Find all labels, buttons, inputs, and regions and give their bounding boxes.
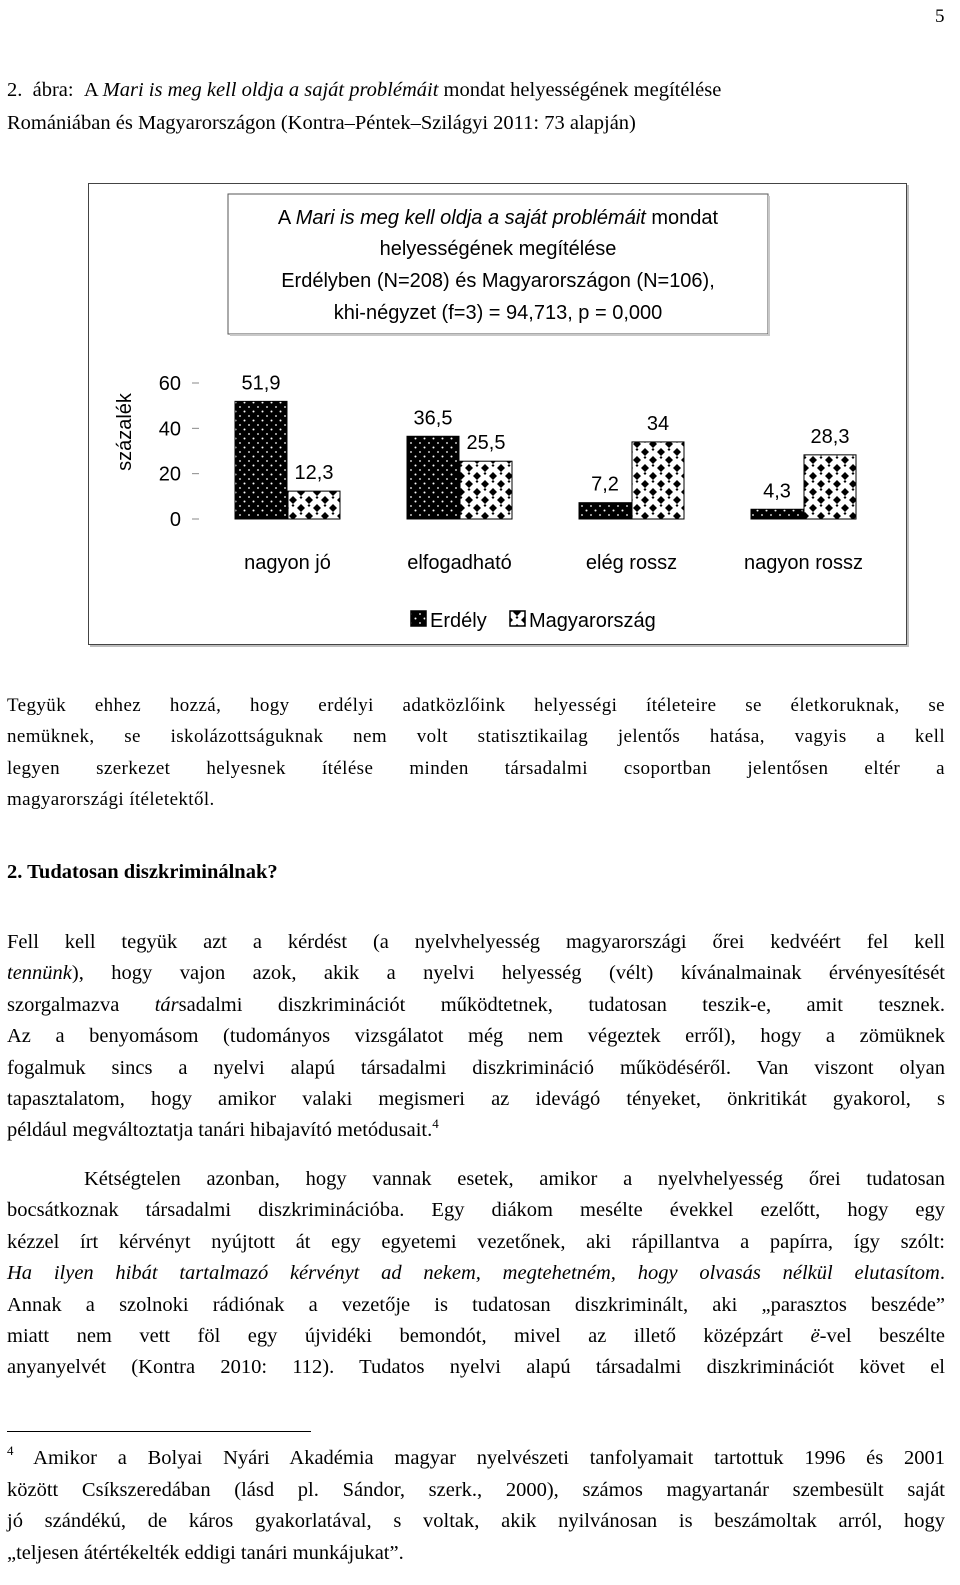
bar-magyarorszag [288, 491, 340, 519]
legend-label: Erdély [430, 610, 487, 632]
y-tick-label: 0 [169, 509, 181, 531]
text-run: miatt nem vett föl egy újvidéki bemondót, mivel az illető középzárt [7, 1325, 811, 1348]
y-tick-label: 40 [158, 418, 181, 441]
paragraph-3 [7, 1164, 945, 1384]
footnote-ref: 4 [432, 1115, 439, 1131]
y-axis [159, 373, 199, 531]
chart-title-line: khi-négyzet (f=3) = 94,713, p = 0,000 [333, 302, 663, 324]
paragraph-1 [7, 690, 945, 816]
text-line: Fell kell tegyük azt a kérdést (a nyelvhelyesség magyarországi őrei kedvéért fel kell [7, 931, 945, 953]
data-label: 34 [646, 412, 670, 435]
text-run: például megváltoztatja tanári hibajavító metódusait. [7, 1119, 433, 1142]
text-run: Amikor a Bolyai Nyári Akadémia magyar nyelvészeti tanfolyamait tartottuk 1996 és 2001 [13, 1447, 945, 1469]
bar-erdely [579, 503, 631, 519]
figure-box [88, 183, 907, 645]
bar-erdely [407, 436, 459, 519]
footnote-rule [7, 1431, 311, 1432]
chart-title [228, 194, 770, 336]
text-line [7, 1115, 945, 1146]
paragraph-2 [7, 927, 945, 1147]
section-heading: 2. Tudatosan diszkriminálnak? [7, 861, 278, 883]
italic-word: tár [154, 993, 179, 1016]
chart [89, 184, 906, 644]
y-tick-label: 20 [158, 463, 181, 486]
text-line: tapasztalatom, hogy amikor valaki megismeri az idevágó tényeket, önkritikát gyakorol, s [7, 1088, 945, 1111]
figure-caption [7, 74, 951, 140]
text-line [7, 1321, 945, 1352]
footnote-number: 4 [7, 1443, 14, 1459]
text-line [7, 1258, 945, 1289]
legend-label: Magyarország [529, 610, 656, 632]
chart-title-line: A Mari is meg kell oldja a saját problémáit mondat [277, 207, 719, 229]
italic-word: tennünk [7, 962, 72, 985]
text-run: sadalmi diszkriminációt működtetnek, tudatosan teszik-e, amit tesznek. [178, 993, 945, 1016]
x-axis-labels [244, 552, 863, 574]
text-line: magyarországi ítéletektől. [7, 789, 215, 811]
text-line: Az a benyomásom (tudományos vizsgálatot még nem végeztek erről), hogy a zömüknek [7, 1025, 945, 1048]
caption-line2: Romániában és Magyarországon (Kontra–Péntek–Szilágyi 2011: 73 alapján) [7, 112, 636, 134]
footnote [7, 1443, 945, 1569]
text-line: „teljesen átértékelték eddigi tanári munkájukat”. [7, 1541, 404, 1564]
text-line: fogalmuk sincs a nyelvi alapú társadalmi diszkrimináció működéséről. Van viszont olyan [7, 1056, 945, 1079]
text-line: között Csíkszeredában (lásd pl. Sándor, szerk., 2000), számos magyartanár szembesült saját [7, 1478, 945, 1501]
italic-letter: ë [810, 1325, 820, 1348]
bar-magyarorszag [460, 461, 512, 519]
x-tick-label: elfogadható [407, 552, 512, 574]
x-tick-label: nagyon jó [244, 552, 331, 574]
bar-magyarorszag [632, 442, 684, 519]
caption-prefix: 2. ábra: A [7, 79, 103, 101]
text-line: anyanyelvét (Kontra 2010: 112). Tudatos nyelvi alapú társadalmi diszkriminációt követ el [7, 1356, 945, 1379]
text-line [7, 1443, 945, 1475]
text-run: szorgalmazva [7, 993, 155, 1016]
caption-italic: Mari is meg kell oldja a saját problémáit [102, 79, 439, 101]
legend [411, 610, 656, 632]
data-label: 36,5 [413, 407, 453, 430]
legend-swatch [510, 611, 525, 626]
text-line: Kétségtelen azonban, hogy vannak esetek, amikor a nyelvhelyesség őrei tudatosan [84, 1168, 945, 1190]
chart-title-line: helyességének megítélése [379, 238, 617, 260]
text-run: . [939, 1262, 945, 1285]
x-tick-label: elég rossz [585, 552, 678, 574]
bar-labels [242, 372, 850, 502]
legend-swatch [411, 611, 426, 626]
text-line: Annak a szolnoki rádiónak a vezetője is tudatosan diszkriminált, aki „parasztos beszéde” [7, 1293, 945, 1316]
y-axis-label: százalék [114, 393, 136, 471]
caption-rest: mondat helyességének megítélése [438, 79, 722, 101]
text-run: -vel beszélte [819, 1325, 945, 1348]
text-line: legyen szerkezet helyesnek ítélése minden társadalmi csoportban jelentősen eltér a [7, 757, 945, 779]
text-line: bocsátkoznak társadalmi diszkriminációba. Egy diákom mesélte évekkel ezelőtt, hogy egy [7, 1199, 945, 1222]
chart-title-line: Erdélyben (N=208) és Magyarországon (N=106), [281, 270, 715, 292]
bar-erdely [235, 401, 287, 519]
text-line: nemüknek, se iskolázottságuknak nem volt statisztikailag jelentős hatása, vagyis a kell [7, 726, 945, 748]
data-label: 7,2 [591, 473, 619, 496]
bar-erdely [751, 509, 803, 519]
data-label: 4,3 [763, 480, 791, 503]
data-label: 25,5 [466, 432, 506, 455]
text-line: jó szándékú, de káros gyakorlatával, s voltak, akik nyilvánosan is beszámoltak arról, hogy [7, 1510, 945, 1532]
text-line [7, 958, 945, 989]
quote-italic: Ha ilyen hibát tartalmazó kérvényt ad nekem, megtehetném, hogy olvasás nélkül elutasítom [7, 1262, 940, 1285]
y-tick-label: 60 [158, 373, 181, 395]
page-number: 5 [935, 6, 945, 27]
x-tick-label: nagyon rossz [744, 552, 863, 574]
data-label: 51,9 [241, 372, 281, 395]
text-run: ), hogy vajon azok, akik a nyelvi helyesség (vélt) kívánalmainak érvényesítését [71, 962, 945, 985]
data-label: 28,3 [810, 425, 850, 448]
data-label: 12,3 [294, 462, 334, 485]
text-line: Tegyük ehhez hozzá, hogy erdélyi adatközlőink helyességi ítéleteire se életkoruknak, se [7, 695, 945, 716]
text-line [7, 990, 945, 1021]
bar-magyarorszag [804, 455, 856, 519]
text-line: kézzel írt kérvényt nyújtott át egy egyetemi vezetőnek, aki rápillantva a papírra, így szólt: [7, 1230, 945, 1253]
